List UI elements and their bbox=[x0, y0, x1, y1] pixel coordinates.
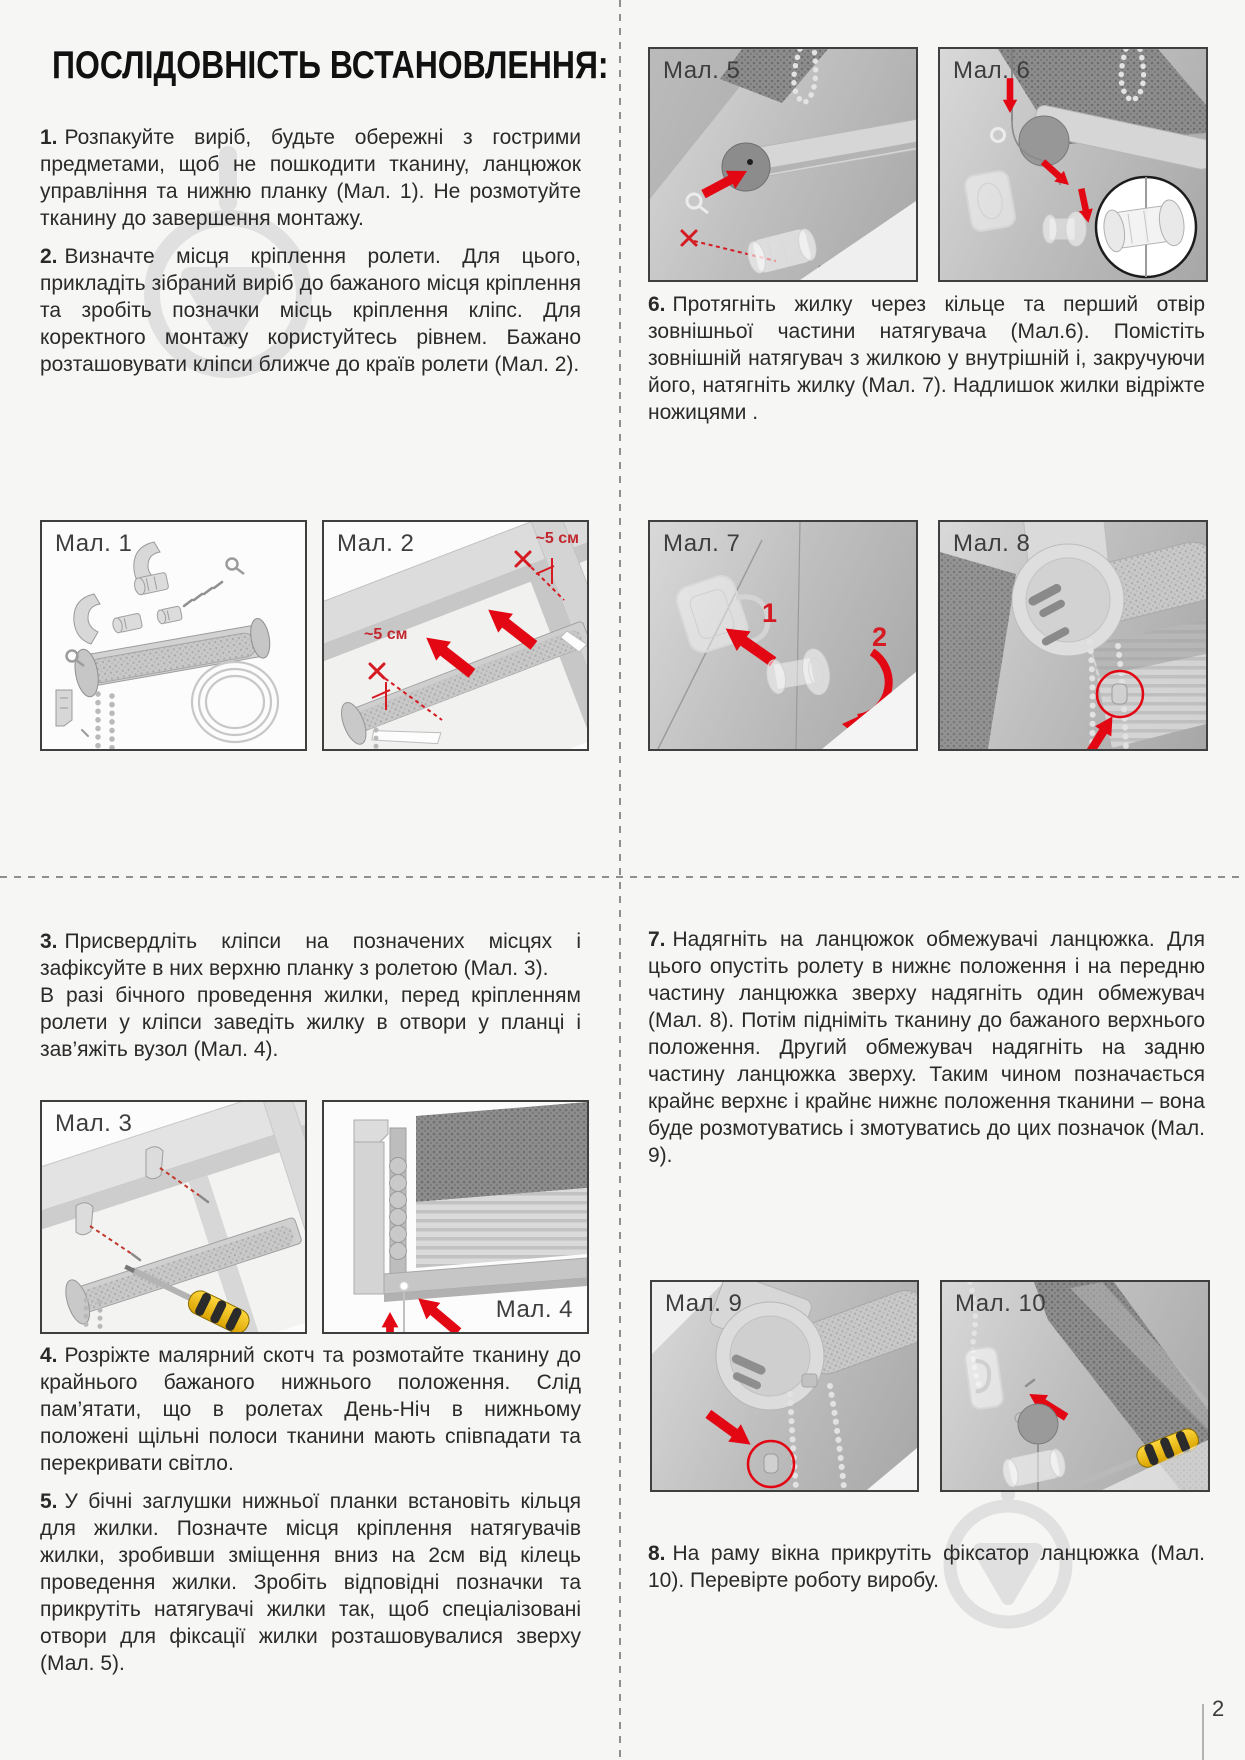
step-8-block bbox=[648, 1540, 1205, 1605]
roller-end-disc-icon bbox=[1019, 116, 1069, 166]
step-paragraph-4: 4. Розріжте малярний скотч та розмотайте тканину до крайнього бажаного нижнього положення. Слід пам’ятати, що в ролетах День-Ніч в нижньому положені щільні полоси тканини мають співпадати та перекривати світло. bbox=[40, 1344, 581, 1475]
step-number: 5. bbox=[40, 1490, 58, 1513]
figure-label: Мал. 6 bbox=[953, 57, 1031, 84]
figure-label: Мал. 8 bbox=[953, 530, 1031, 557]
figure-label: Мал. 5 bbox=[663, 57, 741, 84]
step-number: 6. bbox=[648, 293, 666, 316]
fabric-dark-band bbox=[416, 1102, 587, 1202]
figure-box-9 bbox=[650, 1280, 919, 1492]
corner-bracket-icon bbox=[56, 690, 72, 726]
chain-stopper-icon bbox=[764, 1454, 778, 1473]
figure-label: Мал. 1 bbox=[55, 530, 133, 557]
step-paragraph-3: 3. Присвердліть кліпси на позначених місцях і зафіксуйте в них верхню планку з ролетою (Мал. 3). В разі бічного проведення жилки, перед кріпленням ролети у кліпси заведіть жилку в отвори у планці і зав’яжіть вузол (Мал. 4). bbox=[40, 930, 581, 1061]
wire-coil-icon bbox=[192, 662, 278, 742]
tensioner-inner-part-icon bbox=[1043, 212, 1086, 246]
tensioner-part-icon bbox=[745, 227, 819, 275]
tensioner-inner-part-icon bbox=[764, 647, 833, 703]
step-number: 4. bbox=[40, 1344, 58, 1367]
chain-stopper-icon bbox=[1112, 684, 1127, 704]
step-number: 8. bbox=[648, 1542, 666, 1565]
tensioner-outer-part-icon bbox=[963, 170, 1016, 233]
page-title: ПОСЛІДОВНІСТЬ ВСТАНОВЛЕННЯ: bbox=[52, 44, 609, 87]
figure-box-10 bbox=[940, 1280, 1210, 1492]
step-paragraph-6: 6. Протягніть жилку через кільце та перший отвір зовнішньої частини натягувача (Мал.6). Помістіть зовнішній натягувач з жилкою у внутрішній і, закручуючи його, натягніть жилку (Мал. 7). Надлишок жилки відріжте ножицями . bbox=[648, 293, 1205, 424]
eye-screw-icon bbox=[992, 129, 1005, 142]
steps-1-2-block bbox=[40, 124, 581, 389]
figure-label: Мал. 10 bbox=[955, 1290, 1047, 1317]
page-number-divider bbox=[1202, 1704, 1204, 1760]
figure-label: Мал. 4 bbox=[495, 1296, 573, 1323]
measurement-label: ~5 см bbox=[364, 626, 408, 643]
steps-4-5-block bbox=[40, 1342, 581, 1688]
clutch-parts-icon bbox=[112, 572, 183, 633]
eye-screw-icon bbox=[687, 194, 708, 213]
step-number: 1. bbox=[40, 126, 58, 149]
bead-chain-icon bbox=[1090, 642, 1093, 748]
figure-box-1 bbox=[40, 520, 307, 751]
step-paragraph-7: 7. Надягніть на ланцюжок обмежувачі ланцюжка. Для цього опустіть ролету в нижнє положення і на передню частину ланцюжка зверху надягніть один обмежувач (Мал. 8). Потім підніміть тканину до бажаного верхнього положення. Другий обмежувач надягніть на задню частину ланцюжка зверху. Таким чином позначається крайнє верхнє і крайнє нижнє положення тканини – вона буде розмотуватись і змотуватись до цих позначок (Мал. 9). bbox=[648, 928, 1205, 1167]
measurement-label: ~5 см bbox=[535, 530, 579, 547]
line-hole-icon bbox=[400, 1282, 408, 1290]
chain-fixator-icon bbox=[964, 1346, 1004, 1410]
figure-label: Мал. 7 bbox=[663, 530, 741, 557]
step-3-block bbox=[40, 928, 581, 1074]
figure-label: Мал. 9 bbox=[665, 1290, 743, 1317]
bead-chain-icon bbox=[830, 1386, 844, 1488]
step-number: 3. bbox=[40, 930, 58, 953]
figure-box-2 bbox=[322, 520, 589, 751]
step-6-block bbox=[648, 291, 1205, 437]
mark-x-icon bbox=[682, 231, 696, 245]
step-7-block bbox=[648, 926, 1205, 1180]
horizontal-cut-line bbox=[0, 876, 1245, 878]
figure-label: Мал. 3 bbox=[55, 1110, 133, 1137]
figure-box-4 bbox=[322, 1100, 589, 1334]
figure-box-7 bbox=[648, 520, 918, 751]
tensioner-part-icon bbox=[1001, 1448, 1067, 1488]
figure-box-5 bbox=[648, 47, 918, 282]
step-number: 2. bbox=[40, 245, 58, 268]
step-paragraph-5: 5. У бічні заглушки нижньої планки встановіть кільця для жилки. Позначте місця кріплення натягувачів жилки, зробивши зміщення вниз на 2см від кілець проведення жилки. Зробіть відповідні позначки та прикрутіть натягувачі жилки так, щоб спеціалізовані отвори для фіксації жилки розташовувалися зверху (Мал. 5). bbox=[40, 1490, 581, 1675]
vertical-cut-line bbox=[619, 0, 621, 1760]
figure-box-3 bbox=[40, 1100, 307, 1334]
fabric-light-band bbox=[416, 1188, 587, 1268]
red-arrow-icon bbox=[702, 1405, 757, 1453]
figure-label: Мал. 2 bbox=[337, 530, 415, 557]
roller-end-disc-icon bbox=[1018, 1404, 1058, 1444]
step-annotation: 2 bbox=[872, 622, 888, 652]
step-paragraph-8: 8. На раму вікна прикрутіть фіксатор ланцюжка (Мал. 10). Перевірте роботу виробу. bbox=[648, 1542, 1205, 1592]
page-number: 2 bbox=[1212, 1696, 1225, 1721]
step-number: 7. bbox=[648, 928, 666, 951]
figure-box-8 bbox=[938, 520, 1208, 751]
step-paragraph-1: 1. Розпакуйте виріб, будьте обережні з гострими предметами, щоб не пошкодити тканину, ланцюжок управління та нижню планку (Мал. 1). Не розмотуйте тканину до завершення монтажу. bbox=[40, 126, 581, 230]
figure-box-6 bbox=[938, 47, 1208, 282]
screws-icon bbox=[184, 582, 222, 606]
step-paragraph-2: 2. Визначте місця кріплення ролети. Для цього, прикладіть зібраний виріб до бажаного місця кріплення та зробіть позначки місць кріплення кліпс. Для коректного монтажу користуйтесь рівнем. Бажано розташовувати кліпси ближче до країв ролети (Мал. 2). bbox=[40, 245, 581, 376]
step-annotation: 1 bbox=[762, 598, 778, 628]
red-arrow-icon bbox=[382, 1312, 399, 1332]
